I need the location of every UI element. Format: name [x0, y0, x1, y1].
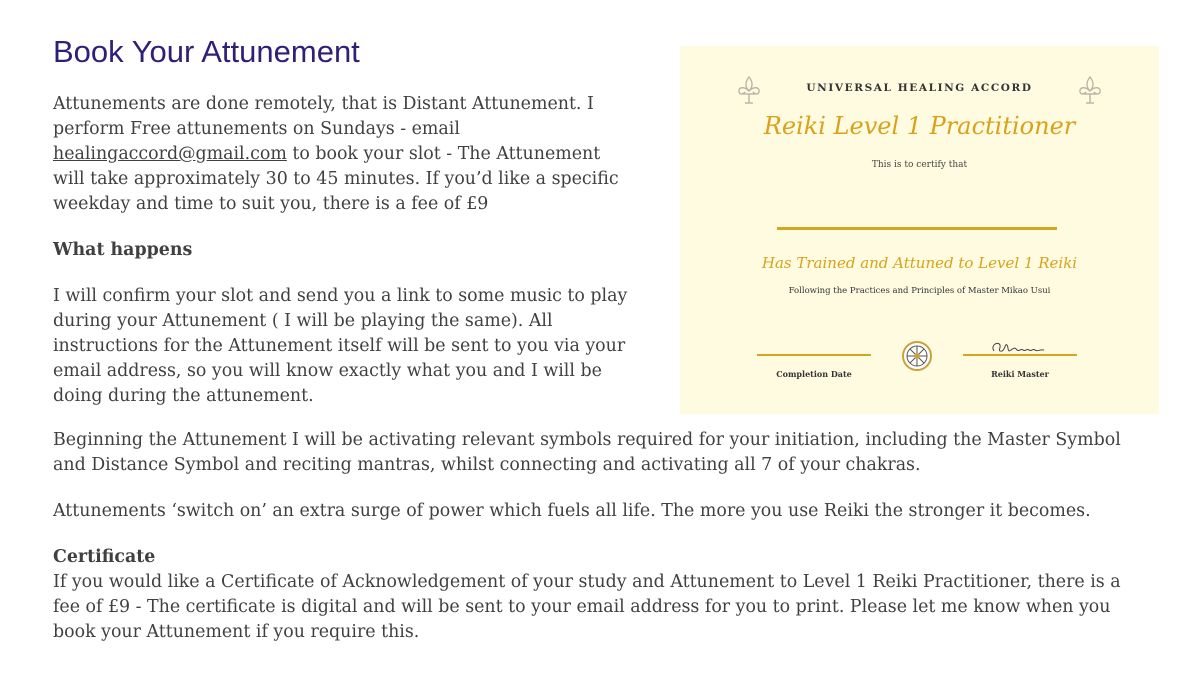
- beginning-paragraph: [53, 428, 1153, 478]
- reiki-master-label: Reiki Master: [991, 369, 1049, 379]
- intro-paragraph: [53, 92, 653, 217]
- intro-line: Attunements are done remotely, that is Distant Attunement. I: [53, 94, 594, 114]
- email-link[interactable]: healingaccord@gmail.com: [53, 144, 287, 164]
- what-happens-line: doing during the attunement.: [53, 386, 314, 406]
- what-happens-heading: What happens: [53, 240, 193, 260]
- completion-date-line: [757, 354, 871, 356]
- switch-on-text: Attunements ‘switch on’ an extra surge of power which fuels all life. The more you use Reiki the stronger it becomes.: [53, 501, 1091, 521]
- signature-image: [988, 339, 1048, 357]
- what-happens-line: instructions for the Attunement itself will be sent to you via your: [53, 336, 626, 356]
- what-happens-paragraph: [53, 284, 663, 409]
- completion-date-label: Completion Date: [776, 369, 852, 379]
- certificate-trained-text: Has Trained and Attuned to Level 1 Reiki: [761, 254, 1078, 272]
- what-happens-line: during your Attunement ( I will be playing the same). All: [53, 311, 553, 331]
- certificate-heading: Certificate: [53, 547, 156, 567]
- beginning-line: and Distance Symbol and reciting mantras, whilst connecting and activating all 7 of your chakras.: [53, 455, 921, 475]
- certificate-line: If you would like a Certificate of Acknowledgement of your study and Attunement to Level 1 Reiki Practitioner, there is a: [53, 572, 1121, 592]
- seal-icon: [901, 340, 933, 372]
- intro-line: perform Free attunements on Sundays - email: [53, 119, 460, 139]
- intro-line: to book your slot - The Attunement: [286, 144, 601, 164]
- intro-line: will take approximately 30 to 45 minutes. If you’d like a specific: [53, 169, 619, 189]
- what-happens-line: email address, so you will know exactly what you and I will be: [53, 361, 602, 381]
- certificate-name-line: [777, 227, 1057, 230]
- page-title: Book Your Attunement: [53, 34, 360, 69]
- intro-line: weekday and time to suit you, there is a fee of £9: [53, 194, 489, 214]
- certificate-following-text: Following the Practices and Principles of Master Mikao Usui: [788, 286, 1051, 296]
- certificate-line: book your Attunement if you require this.: [53, 622, 420, 642]
- certificate-certify-text: This is to certify that: [871, 160, 968, 170]
- certificate-organization: UNIVERSAL HEALING ACCORD: [806, 82, 1033, 94]
- certificate-line: fee of £9 - The certificate is digital and will be sent to your email address for you to print. Please let me know when you: [53, 597, 1111, 617]
- certificate-level-title: Reiki Level 1 Practitioner: [763, 112, 1076, 140]
- beginning-line: Beginning the Attunement I will be activating relevant symbols required for your initiation, including the Master Symbol: [53, 430, 1121, 450]
- switch-on-paragraph: [53, 499, 1153, 524]
- certificate-image: [680, 46, 1159, 414]
- certificate-paragraph: [53, 570, 1153, 645]
- what-happens-line: I will confirm your slot and send you a link to some music to play: [53, 286, 628, 306]
